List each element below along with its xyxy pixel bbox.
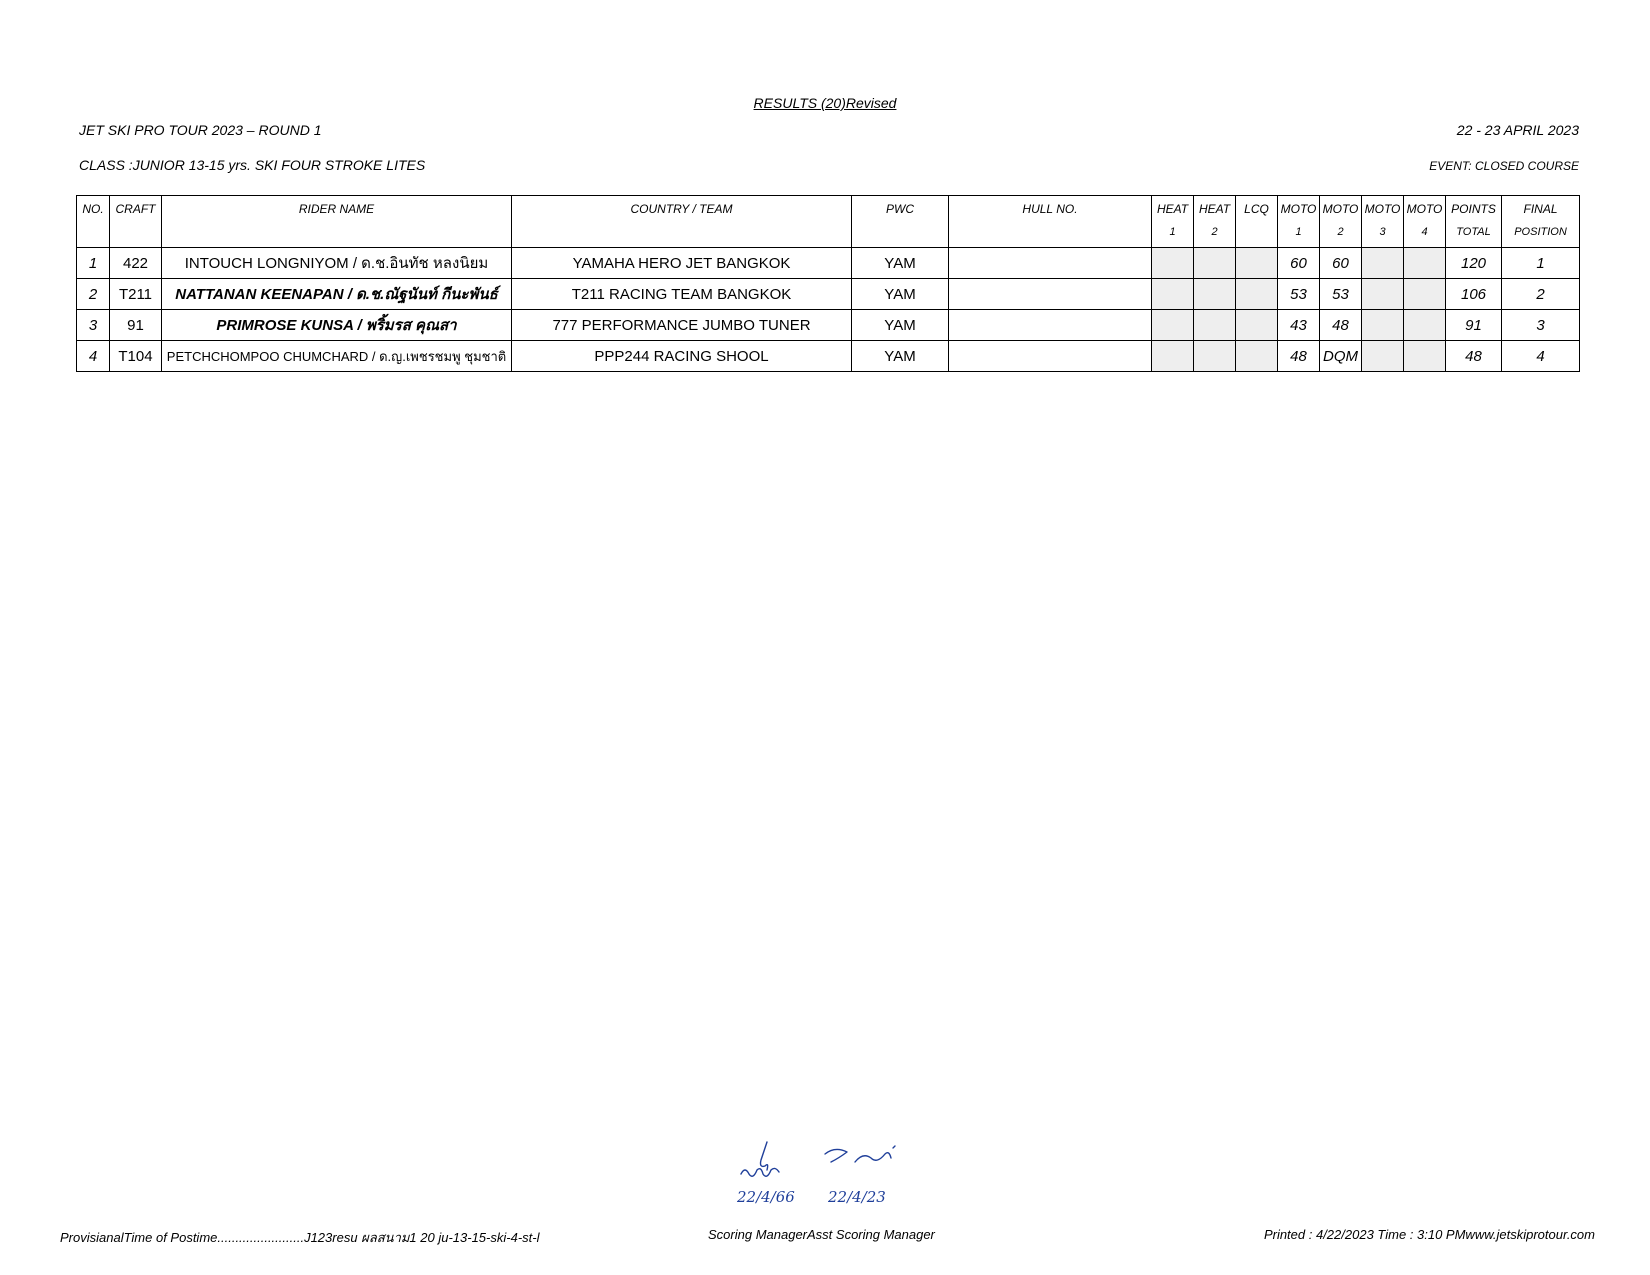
cell-moto-2: 60 <box>1320 248 1362 279</box>
cell-hull <box>949 341 1152 372</box>
table-header-row <box>77 196 1580 248</box>
footer-provisional: ProvisianalTime of Postime........................J123resu ผลสนาม1 20 ju-13-15-ski-4-st-l <box>60 1230 540 1245</box>
cell-lcq <box>1236 310 1278 341</box>
header-country-team: COUNTRY / TEAM <box>512 196 852 248</box>
cell-team: YAMAHA HERO JET BANGKOK <box>512 248 852 279</box>
cell-heat-2 <box>1194 310 1236 341</box>
event-name: JET SKI PRO TOUR 2023 – ROUND 1 <box>79 122 322 138</box>
cell-moto-1: 60 <box>1278 248 1320 279</box>
cell-moto-3 <box>1362 341 1404 372</box>
cell-pwc: YAM <box>852 248 949 279</box>
cell-moto-1: 48 <box>1278 341 1320 372</box>
cell-moto-2: 48 <box>1320 310 1362 341</box>
header-moto-3: MOTO 3 <box>1362 196 1404 248</box>
handwritten-signatures <box>735 1140 925 1215</box>
cell-heat-1 <box>1152 279 1194 310</box>
cell-rider: NATTANAN KEENAPAN / ด.ช.ณัฐนันท์ กีนะพันธ์ <box>162 279 512 310</box>
table-row <box>77 341 1580 372</box>
cell-moto-2: 53 <box>1320 279 1362 310</box>
results-table <box>76 195 1580 372</box>
event-date: 22 - 23 APRIL 2023 <box>1456 122 1579 138</box>
cell-lcq <box>1236 341 1278 372</box>
header-lcq: LCQ <box>1236 196 1278 248</box>
cell-heat-2 <box>1194 341 1236 372</box>
table-row <box>77 248 1580 279</box>
cell-position: 2 <box>1502 279 1580 310</box>
cell-moto-4 <box>1404 279 1446 310</box>
cell-rider: PETCHCHOMPOO CHUMCHARD / ด.ญ.เพชรชมพู ชุมชาติ <box>162 341 512 372</box>
cell-heat-1 <box>1152 248 1194 279</box>
cell-craft: 91 <box>110 310 162 341</box>
cell-no: 3 <box>77 310 110 341</box>
cell-hull <box>949 279 1152 310</box>
cell-total: 106 <box>1446 279 1502 310</box>
header-no: NO. <box>77 196 110 248</box>
cell-lcq <box>1236 279 1278 310</box>
cell-craft: T104 <box>110 341 162 372</box>
cell-rider: INTOUCH LONGNIYOM / ด.ช.อินทัช หลงนิยม <box>162 248 512 279</box>
cell-position: 1 <box>1502 248 1580 279</box>
cell-position: 3 <box>1502 310 1580 341</box>
cell-hull <box>949 310 1152 341</box>
cell-moto-4 <box>1404 341 1446 372</box>
cell-moto-1: 43 <box>1278 310 1320 341</box>
cell-rider: PRIMROSE KUNSA / พริ้มรส คุณสา <box>162 310 512 341</box>
cell-moto-1: 53 <box>1278 279 1320 310</box>
signature-area <box>735 1140 925 1215</box>
header-craft: CRAFT <box>110 196 162 248</box>
cell-heat-2 <box>1194 248 1236 279</box>
event-type: EVENT: CLOSED COURSE <box>1429 159 1579 173</box>
header-moto-1: MOTO 1 <box>1278 196 1320 248</box>
table-row <box>77 279 1580 310</box>
cell-craft: 422 <box>110 248 162 279</box>
cell-moto-2: DQM <box>1320 341 1362 372</box>
cell-heat-2 <box>1194 279 1236 310</box>
cell-moto-3 <box>1362 310 1404 341</box>
cell-moto-3 <box>1362 279 1404 310</box>
cell-moto-3 <box>1362 248 1404 279</box>
signature-date-right: 22/4/23 <box>828 1188 886 1206</box>
header-heat-2: HEAT 2 <box>1194 196 1236 248</box>
cell-no: 2 <box>77 279 110 310</box>
header-pwc: PWC <box>852 196 949 248</box>
cell-total: 91 <box>1446 310 1502 341</box>
cell-hull <box>949 248 1152 279</box>
cell-lcq <box>1236 248 1278 279</box>
header-heat-1: HEAT 1 <box>1152 196 1194 248</box>
header-final-position: FINAL POSITION <box>1502 196 1580 248</box>
cell-heat-1 <box>1152 310 1194 341</box>
table-row <box>77 310 1580 341</box>
cell-pwc: YAM <box>852 341 949 372</box>
cell-no: 4 <box>77 341 110 372</box>
cell-total: 120 <box>1446 248 1502 279</box>
footer-printed: Printed : 4/22/2023 Time : 3:10 PMwww.jetskiprotour.com <box>1263 1227 1595 1242</box>
cell-total: 48 <box>1446 341 1502 372</box>
cell-no: 1 <box>77 248 110 279</box>
class-name: CLASS :JUNIOR 13-15 yrs. SKI FOUR STROKE LITES <box>79 157 426 173</box>
header-rider-name: RIDER NAME <box>162 196 512 248</box>
cell-pwc: YAM <box>852 310 949 341</box>
cell-team: T211 RACING TEAM BANGKOK <box>512 279 852 310</box>
header-points-total: POINTS TOTAL <box>1446 196 1502 248</box>
cell-moto-4 <box>1404 310 1446 341</box>
cell-craft: T211 <box>110 279 162 310</box>
cell-team: 777 PERFORMANCE JUMBO TUNER <box>512 310 852 341</box>
cell-pwc: YAM <box>852 279 949 310</box>
header-moto-4: MOTO 4 <box>1404 196 1446 248</box>
header-hull-no: HULL NO. <box>949 196 1152 248</box>
cell-team: PPP244 RACING SHOOL <box>512 341 852 372</box>
footer-scoring-manager: Scoring ManagerAsst Scoring Manager <box>708 1227 935 1242</box>
cell-position: 4 <box>1502 341 1580 372</box>
cell-heat-1 <box>1152 341 1194 372</box>
header-moto-2: MOTO 2 <box>1320 196 1362 248</box>
cell-moto-4 <box>1404 248 1446 279</box>
signature-date-left: 22/4/66 <box>737 1188 795 1206</box>
page-title: RESULTS (20)Revised <box>753 95 897 111</box>
